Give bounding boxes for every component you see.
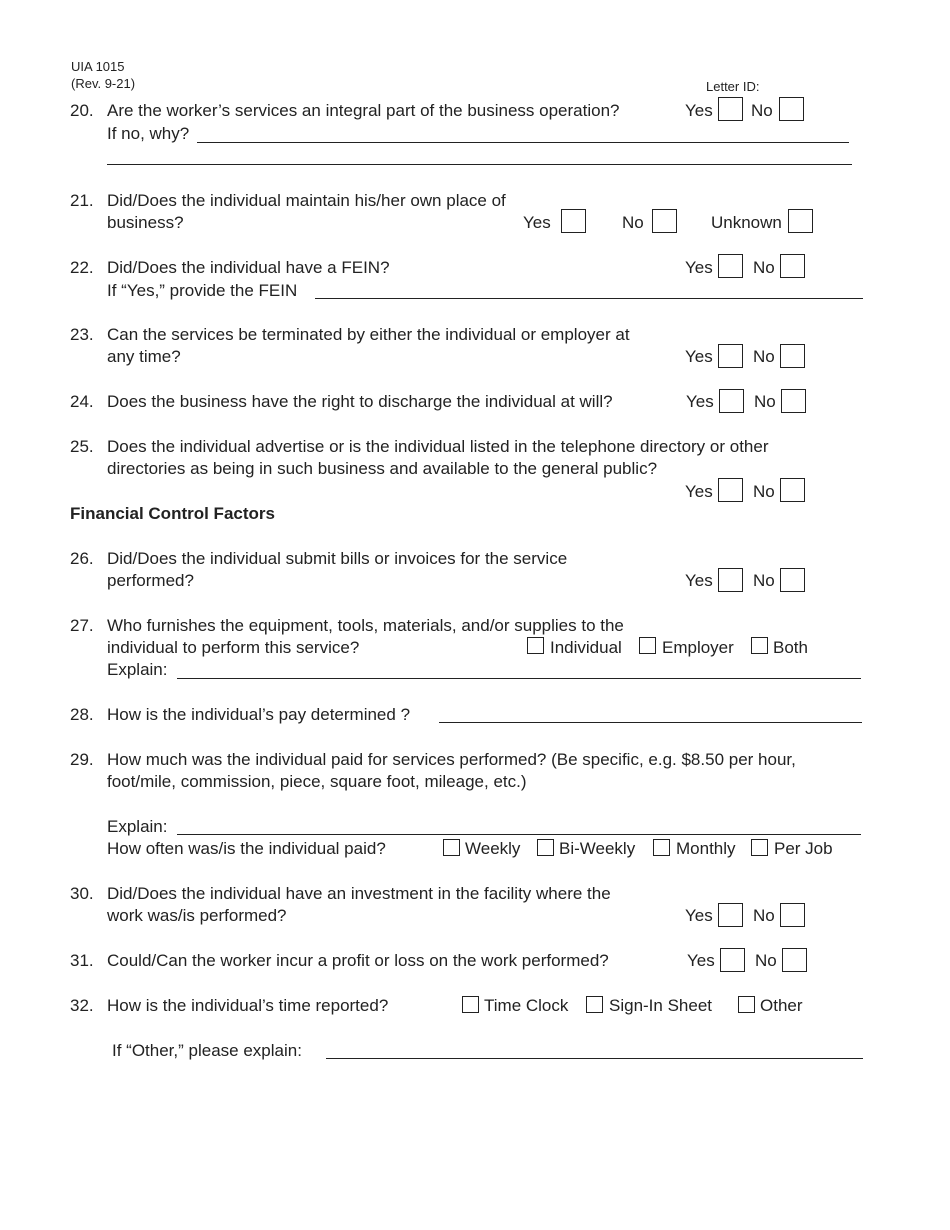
q29-explain-label: Explain: (107, 817, 168, 836)
q28-number: 28. (70, 705, 94, 724)
form-id: UIA 1015 (71, 59, 125, 74)
q29-biweekly-label: Bi-Weekly (559, 839, 636, 858)
q27-line2: individual to perform this service? (107, 638, 360, 657)
q25-yes-checkbox[interactable] (718, 478, 743, 502)
q22-text: Did/Does the individual have a FEIN? (107, 258, 390, 277)
q27-explain-label: Explain: (107, 660, 168, 679)
q29-biweekly-checkbox[interactable] (537, 839, 554, 856)
q23-yes-checkbox[interactable] (718, 344, 743, 368)
q26-line2: performed? (107, 571, 194, 590)
q32-other-label: Other (760, 996, 803, 1015)
q25-line2: directories as being in such business and available to the general public? (107, 459, 658, 478)
q30-no-label: No (753, 906, 775, 925)
q29-weekly-checkbox[interactable] (443, 839, 460, 856)
q32-number: 32. (70, 996, 94, 1015)
q20-sub-label: If no, why? (107, 124, 190, 143)
q24-text: Does the business have the right to discharge the individual at will? (107, 392, 613, 411)
q24-no-label: No (754, 392, 776, 411)
q32-text: How is the individual’s time reported? (107, 996, 389, 1015)
q30-no-checkbox[interactable] (780, 903, 805, 927)
q26-number: 26. (70, 549, 94, 568)
q22-sub-label: If “Yes,” provide the FEIN (107, 281, 298, 300)
q22-fein-line[interactable] (315, 298, 863, 299)
q32-timeclock-checkbox[interactable] (462, 996, 479, 1013)
section-title: Financial Control Factors (70, 504, 275, 523)
q21-yes-checkbox[interactable] (561, 209, 586, 233)
q21-line1: Did/Does the individual maintain his/her own place of (107, 191, 506, 210)
q23-number: 23. (70, 325, 94, 344)
q23-no-checkbox[interactable] (780, 344, 805, 368)
q29-number: 29. (70, 750, 94, 769)
q29-explain-line[interactable] (177, 834, 861, 835)
q20-answer-line-2[interactable] (107, 164, 852, 165)
q27-individual-label: Individual (550, 638, 622, 657)
q29-perjob-label: Per Job (774, 839, 833, 858)
q32-other-checkbox[interactable] (738, 996, 755, 1013)
q24-no-checkbox[interactable] (781, 389, 806, 413)
q21-yes-label: Yes (523, 213, 551, 232)
q28-text: How is the individual’s pay determined ? (107, 705, 411, 724)
q32-signin-checkbox[interactable] (586, 996, 603, 1013)
q27-line1: Who furnishes the equipment, tools, materials, and/or supplies to the (107, 616, 624, 635)
q27-explain-line[interactable] (177, 678, 861, 679)
q30-number: 30. (70, 884, 94, 903)
q30-yes-label: Yes (685, 906, 713, 925)
q26-no-checkbox[interactable] (780, 568, 805, 592)
q26-no-label: No (753, 571, 775, 590)
q31-text: Could/Can the worker incur a profit or loss on the work performed? (107, 951, 609, 970)
q29-monthly-label: Monthly (676, 839, 736, 858)
q25-no-checkbox[interactable] (780, 478, 805, 502)
q23-line2: any time? (107, 347, 181, 366)
q26-line1: Did/Does the individual submit bills or invoices for the service (107, 549, 568, 568)
q29-weekly-label: Weekly (465, 839, 521, 858)
q25-no-label: No (753, 482, 775, 501)
q20-no-label: No (751, 101, 773, 120)
q20-yes-label: Yes (685, 101, 713, 120)
q21-unknown-label: Unknown (711, 213, 782, 232)
q27-both-label: Both (773, 638, 808, 657)
q27-employer-label: Employer (662, 638, 734, 657)
q22-yes-checkbox[interactable] (718, 254, 743, 278)
q20-answer-line-1[interactable] (197, 142, 849, 143)
q30-yes-checkbox[interactable] (718, 903, 743, 927)
q25-yes-label: Yes (685, 482, 713, 501)
q23-line1: Can the services be terminated by either the individual or employer at (107, 325, 630, 344)
q28-answer-line[interactable] (439, 722, 862, 723)
q23-no-label: No (753, 347, 775, 366)
q24-number: 24. (70, 392, 94, 411)
q25-line1: Does the individual advertise or is the individual listed in the telephone directory or other (107, 437, 769, 456)
q32-signin-label: Sign-In Sheet (609, 996, 713, 1015)
q29-perjob-checkbox[interactable] (751, 839, 768, 856)
q31-number: 31. (70, 951, 94, 970)
q22-no-label: No (753, 258, 775, 277)
q26-yes-checkbox[interactable] (718, 568, 743, 592)
q23-yes-label: Yes (685, 347, 713, 366)
q22-no-checkbox[interactable] (780, 254, 805, 278)
q31-yes-label: Yes (687, 951, 715, 970)
q31-no-label: No (755, 951, 777, 970)
q20-text: Are the worker’s services an integral part of the business operation? (107, 101, 620, 120)
q27-both-checkbox[interactable] (751, 637, 768, 654)
q24-yes-checkbox[interactable] (719, 389, 744, 413)
q32-timeclock-label: Time Clock (484, 996, 569, 1015)
q31-no-checkbox[interactable] (782, 948, 807, 972)
q20-no-checkbox[interactable] (779, 97, 804, 121)
q27-number: 27. (70, 616, 94, 635)
q29-line2: foot/mile, commission, piece, square foot, mileage, etc.) (107, 772, 527, 791)
q21-no-checkbox[interactable] (652, 209, 677, 233)
q20-yes-checkbox[interactable] (718, 97, 743, 121)
q29-line1: How much was the individual paid for services performed? (Be specific, e.g. $8.50 per hour, (107, 750, 796, 769)
q27-employer-checkbox[interactable] (639, 637, 656, 654)
q21-no-label: No (622, 213, 644, 232)
q30-line1: Did/Does the individual have an investment in the facility where the (107, 884, 611, 903)
q26-yes-label: Yes (685, 571, 713, 590)
q29-monthly-checkbox[interactable] (653, 839, 670, 856)
q21-unknown-checkbox[interactable] (788, 209, 813, 233)
q32-other-explain-label: If “Other,” please explain: (112, 1041, 302, 1060)
q27-individual-checkbox[interactable] (527, 637, 544, 654)
q22-number: 22. (70, 258, 94, 277)
q30-line2: work was/is performed? (107, 906, 287, 925)
letter-id-label: Letter ID: (706, 79, 760, 94)
q21-number: 21. (70, 191, 94, 210)
q24-yes-label: Yes (686, 392, 714, 411)
form-revision: (Rev. 9-21) (71, 76, 136, 91)
q21-line2: business? (107, 213, 184, 232)
q32-other-explain-line[interactable] (326, 1058, 863, 1059)
q25-number: 25. (70, 437, 94, 456)
q31-yes-checkbox[interactable] (720, 948, 745, 972)
q29-frequency-label: How often was/is the individual paid? (107, 839, 386, 858)
q22-yes-label: Yes (685, 258, 713, 277)
q20-number: 20. (70, 101, 94, 120)
